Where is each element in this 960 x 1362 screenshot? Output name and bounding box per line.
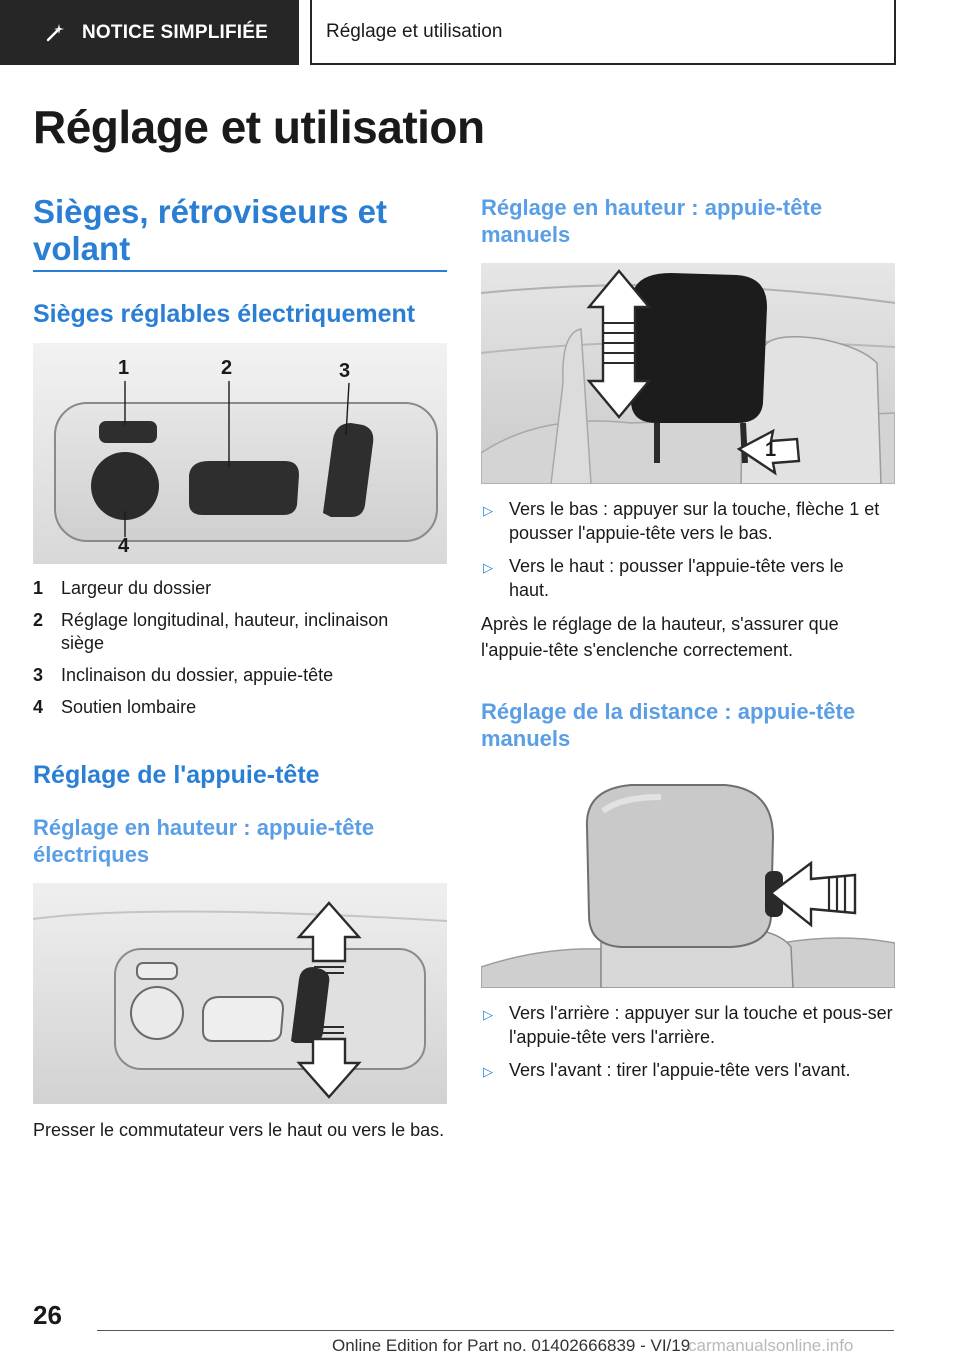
list-item-text: Vers l'arrière : appuyer sur la touche et pous-ser l'appuie-tête vers l'arrière. [509, 1003, 893, 1047]
list-item [33, 577, 447, 600]
figure-label-3: 3 [339, 360, 351, 382]
list-item-text: Soutien lombaire [61, 697, 197, 717]
page-title: Réglage et utilisation [33, 101, 485, 153]
list-item-text: Vers le haut : pousser l'appuie-tête vers le haut. [509, 556, 844, 600]
list-item-text: Inclinaison du dossier, appuie-tête [61, 665, 334, 685]
list-item [33, 664, 447, 687]
headrest-title: Réglage de l'appuie-tête [33, 761, 320, 789]
page-number: 26 [33, 1300, 62, 1330]
list-item [481, 1058, 893, 1084]
list-item-text: Vers le bas : appuyer sur la touche, flèche 1 et pousser l'appuie-tête vers le bas. [509, 499, 880, 543]
list-item [481, 1001, 893, 1049]
list-item-number: 2 [33, 610, 44, 630]
seat-controls-figure [33, 343, 447, 564]
header-tab-chapter[interactable] [310, 0, 896, 65]
manual-headrest-height-figure [481, 263, 895, 484]
electric-height-text: Presser le commutateur vers le haut ou vers le bas. [33, 1120, 445, 1140]
footer-edition: Online Edition for Part no. 01402666839 - VI/19 [332, 1336, 691, 1355]
electric-height-title: Réglage en hauteur : appuie-tête électriques [33, 815, 375, 867]
list-item-number: 1 [33, 578, 44, 598]
figure-label-4: 4 [118, 535, 130, 557]
watermark: carmanualsonline.info [688, 1336, 854, 1355]
manual-distance-title: Réglage de la distance : appuie-tête manuels [481, 699, 856, 751]
figure-label-arrow-1: 1 [765, 439, 777, 461]
list-item-number: 4 [33, 697, 44, 717]
list-item [481, 554, 893, 602]
figure-label-2: 2 [221, 357, 233, 379]
list-item-number: 3 [33, 665, 44, 685]
list-item-text: Largeur du dossier [61, 578, 212, 598]
header-tab-chapter-label: Réglage et utilisation [326, 20, 503, 42]
manual-distance-list [481, 1001, 893, 1093]
section-divider [33, 270, 447, 272]
list-item-text: Réglage longitudinal, hauteur, inclinaison siège [61, 610, 389, 653]
list-item [33, 609, 447, 655]
power-seats-title: Sièges réglables électriquement [33, 300, 416, 328]
footer-divider [97, 1330, 894, 1331]
sparkle-icon [44, 22, 66, 44]
list-item [33, 696, 447, 719]
header-tab-quick-guide[interactable] [0, 0, 299, 65]
triangle-bullet-icon: ▷ [483, 1007, 493, 1022]
list-item [481, 497, 893, 545]
manual-height-note: Après le réglage de la hauteur, s'assurer que l'appuie-tête s'enclenche correctement. [481, 614, 839, 660]
manual-headrest-distance-figure [481, 767, 895, 988]
section-title: Sièges, rétroviseurs et volant [33, 193, 388, 267]
triangle-bullet-icon: ▷ [483, 560, 493, 575]
figure-label-1: 1 [118, 357, 130, 379]
electric-headrest-figure [33, 883, 447, 1104]
header-tab-quick-guide-label: NOTICE SIMPLIFIÉE [82, 21, 269, 43]
triangle-bullet-icon: ▷ [483, 1064, 493, 1079]
manual-height-title: Réglage en hauteur : appuie-tête manuels [481, 195, 823, 247]
triangle-bullet-icon: ▷ [483, 503, 493, 518]
list-item-text: Vers l'avant : tirer l'appuie-tête vers l'avant. [509, 1060, 851, 1080]
seat-controls-legend [33, 577, 447, 728]
manual-height-list [481, 497, 893, 611]
